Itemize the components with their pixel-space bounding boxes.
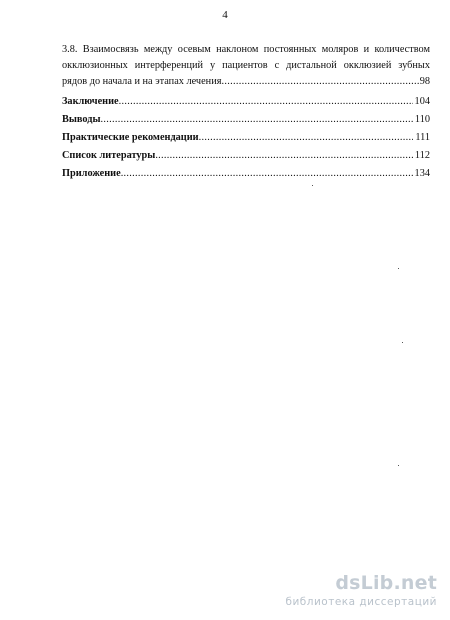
- toc-entry-title: Заключение: [62, 96, 119, 107]
- toc-entry-title: Приложение: [62, 168, 121, 179]
- dot-leader: [221, 74, 419, 90]
- toc-entry-page: 98: [419, 76, 430, 87]
- dot-leader: [199, 131, 414, 144]
- toc-entry-title: Выводы: [62, 114, 101, 125]
- toc-entry-page: 111: [415, 132, 430, 143]
- dot-leader: [155, 149, 413, 162]
- scan-speck: [312, 185, 313, 186]
- toc-entry-appendix: [62, 167, 430, 180]
- toc-entry-title: Список литературы: [62, 150, 156, 161]
- toc-entry-section-3-8: [62, 42, 430, 90]
- toc-entry-line: 3.8. Взаимосвязь между осевым наклоном постоянных моляров и количеством: [62, 44, 430, 55]
- toc-entry-page: 134: [414, 168, 430, 179]
- scan-speck: [398, 465, 399, 466]
- watermark-subtitle: библиотека диссертаций: [285, 596, 437, 608]
- toc-entry-last-line: [62, 74, 430, 90]
- toc-entry-page: 112: [414, 150, 430, 161]
- table-of-contents: [62, 42, 430, 180]
- watermark: [262, 572, 437, 612]
- watermark-logo: dsLib.net: [335, 572, 437, 594]
- scan-speck: [402, 342, 403, 343]
- toc-entry-line: рядов до начала и на этапах лечения: [62, 76, 222, 87]
- toc-entry-title: Практические рекомендации: [62, 132, 199, 143]
- toc-entry-references: [62, 149, 430, 162]
- toc-entry-page: 104: [414, 96, 430, 107]
- page-number: 4: [222, 9, 228, 21]
- toc-entry-findings: [62, 113, 430, 126]
- toc-entry-recommendations: [62, 131, 430, 144]
- dot-leader: [101, 113, 413, 126]
- scan-speck: [398, 268, 399, 269]
- toc-entry-line: окклюзионных интерференций у пациентов с дистальной окклюзией зубных: [62, 60, 430, 71]
- dot-leader: [119, 95, 413, 108]
- toc-entry-conclusion: [62, 95, 430, 108]
- toc-entry-page: 110: [414, 114, 430, 125]
- dot-leader: [121, 167, 413, 180]
